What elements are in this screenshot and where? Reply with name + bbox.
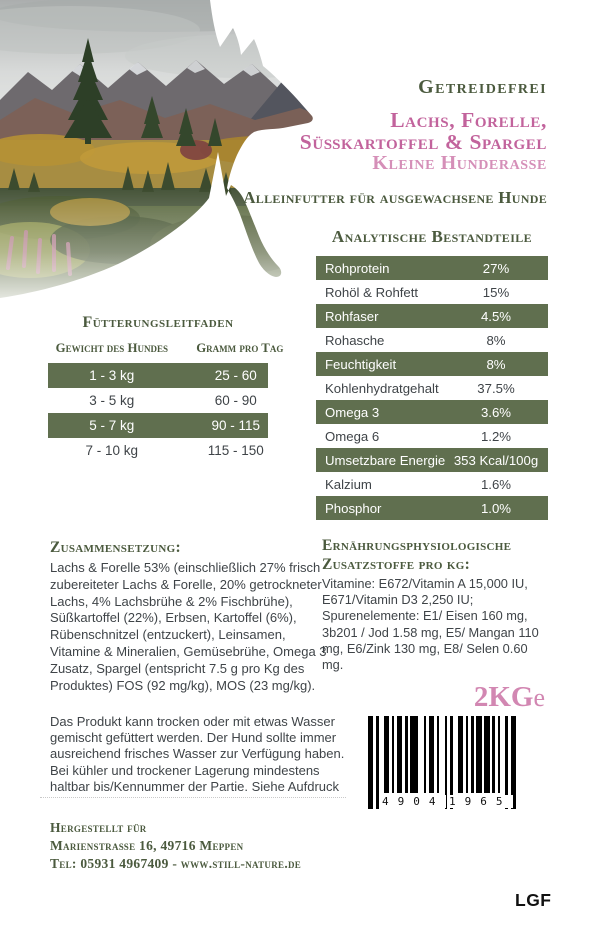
analytical-value: 37.5%	[477, 380, 515, 396]
analytical-row	[316, 352, 548, 376]
feeding-row	[48, 388, 268, 413]
barcode-bar	[492, 716, 495, 793]
barcode-bar	[476, 716, 481, 793]
analytical-row	[316, 376, 548, 400]
product-name-line2: Süßkartoffel & Spargel	[299, 130, 547, 154]
feeding-row	[48, 413, 268, 438]
feeding-grams: 115 - 150	[207, 443, 264, 458]
barcode-bar	[437, 716, 440, 793]
barcode-bar	[376, 716, 379, 809]
analytical-row	[316, 280, 548, 304]
complete-food-subtitle: Alleinfutter für ausgewachsene Hunde	[243, 188, 547, 207]
analytical-value: 1.2%	[480, 428, 512, 444]
analytical-row	[316, 256, 548, 280]
feeding-row	[48, 363, 268, 388]
barcode-bar	[484, 716, 489, 793]
header-block	[243, 76, 547, 208]
analytical-label: Kalzium	[325, 476, 372, 492]
analytical-row	[316, 496, 548, 520]
breed-size-label: Kleine Hunderasse	[372, 152, 547, 174]
feeding-col-weight: Gewicht des Hundes	[55, 341, 168, 355]
feeding-col-grams: Gramm pro Tag	[196, 341, 284, 355]
analytical-value: 3.6%	[480, 404, 512, 420]
analytical-label: Omega 6	[325, 428, 380, 444]
composition-text: Lachs & Forelle 53% (einschließlich 27% frisch zubereiteter Lachs & Forelle, 20% getrockneter Lachs, 4% Lachsbrühe & 2% Fischbrühe), Süßkartoffel (22%), Erbsen, Kartoffel (6%), Rübenschnitzel (entzuckert), Leinsamen, Vitamine & Mineralien, Gemüsebrühe, Omega 3 Zusatz, Spargel (entspricht 7.5 g pro Kg des Produktes) FOS (92 mg/kg), MOS (23 mg/kg).	[50, 560, 327, 693]
barcode-bar	[405, 716, 408, 793]
analytical-value: 27%	[482, 260, 510, 276]
analytical-label: Phosphor	[325, 500, 382, 516]
analytical-label: Feuchtigkeit	[325, 356, 397, 372]
analytical-value: 15%	[482, 284, 510, 300]
feeding-grams: 60 - 90	[214, 393, 257, 408]
feeding-weight: 7 - 10 kg	[85, 443, 139, 458]
analytical-value: 353 Kcal/100g	[453, 452, 539, 468]
additives-text: Vitamine: E672/Vitamin A 15,000 IU, E671/Vitamin D3 2,250 IU; Spurenelemente: E1/ Eisen 160 mg, 3b201 / Jod 1.58 mg, E5/ Mangan 110 mg, E6/Zink 130 mg, E8/ Selen 0.60 mg.	[322, 576, 539, 673]
divider-line	[40, 797, 346, 798]
barcode-bar	[429, 716, 434, 793]
analytical-row	[316, 304, 548, 328]
storage-note: Das Produkt kann trocken oder mit etwas Wasser gemischt gefüttert werden. Der Hund sollte immer ausreichend frisches Wasser zur Verfügung haben. Bei kühler und trockener Lagerung mindestens haltbar bis/Kennummer der Partie. Siehe Aufdruck	[50, 714, 345, 794]
barcode-bar	[384, 716, 389, 793]
feeding-weight: 5 - 7 kg	[89, 418, 135, 433]
grain-free-claim: Getreidefrei	[418, 76, 547, 98]
analytical-row	[316, 448, 548, 472]
analytical-value: 8%	[486, 356, 506, 372]
analytical-table	[316, 256, 548, 520]
barcode-bar	[368, 716, 373, 809]
additives-title: Ernährungsphysiologische Zusatzstoffe pro kg:	[322, 537, 512, 573]
composition-title: Zusammensetzung:	[50, 539, 181, 556]
barcode-bar	[392, 716, 395, 793]
feeding-guide-header	[48, 341, 284, 356]
barcode-digits-right: 1965	[449, 795, 512, 808]
analytical-constituents-section	[316, 227, 548, 520]
barcode-bar	[458, 716, 463, 793]
feeding-table	[48, 363, 268, 463]
additives-section	[322, 536, 552, 673]
estimated-sign: e	[533, 683, 545, 712]
analytical-label: Rohprotein	[325, 260, 390, 276]
composition-section	[50, 539, 336, 694]
barcode-bar	[498, 716, 501, 793]
analytical-label: Kohlenhydratgehalt	[325, 380, 439, 396]
barcode-bar	[471, 716, 474, 793]
manufacturer-address: Marienstraße 16, 49716 Meppen	[50, 838, 244, 853]
feeding-row	[48, 438, 268, 463]
feeding-guide-section	[48, 314, 284, 463]
analytical-row	[316, 472, 548, 496]
product-name-line1: Lachs, Forelle,	[390, 108, 547, 132]
feeding-weight: 3 - 5 kg	[89, 393, 135, 408]
barcode-bar	[424, 716, 427, 793]
barcode-bar	[466, 716, 469, 793]
analytical-value: 4.5%	[480, 308, 512, 324]
analytical-row	[316, 328, 548, 352]
feeding-grams: 25 - 60	[214, 368, 257, 383]
analytical-value: 1.0%	[480, 500, 512, 516]
feeding-weight: 1 - 3 kg	[89, 368, 135, 383]
analytical-label: Omega 3	[325, 404, 380, 420]
feeding-guide-title: Fütterungsleitfaden	[82, 314, 234, 331]
analytical-label: Rohasche	[325, 332, 385, 348]
manufacturer-line1: Hergestellt für	[50, 820, 147, 835]
analytical-value: 8%	[486, 332, 506, 348]
analytical-label: Rohöl & Rohfett	[325, 284, 419, 300]
feeding-grams: 90 - 115	[211, 418, 261, 433]
analytical-label: Rohfaser	[325, 308, 379, 324]
analytical-row	[316, 400, 548, 424]
net-weight-value: 2KG	[473, 681, 534, 713]
analytical-title: Analytische Bestandteile	[331, 227, 533, 246]
barcode-bar	[410, 716, 418, 793]
analytical-row	[316, 424, 548, 448]
batch-code: LGF	[515, 890, 552, 910]
manufacturer-contact: Tel: 05931 4967409 - www.still-nature.de	[50, 856, 302, 871]
analytical-label: Umsetzbare Energie	[325, 452, 446, 468]
net-weight	[474, 681, 545, 714]
barcode	[368, 716, 516, 814]
barcode-digits-left: 4904	[382, 795, 445, 808]
analytical-value: 1.6%	[480, 476, 512, 492]
manufacturer-block	[50, 819, 301, 873]
barcode-bar	[397, 716, 402, 793]
